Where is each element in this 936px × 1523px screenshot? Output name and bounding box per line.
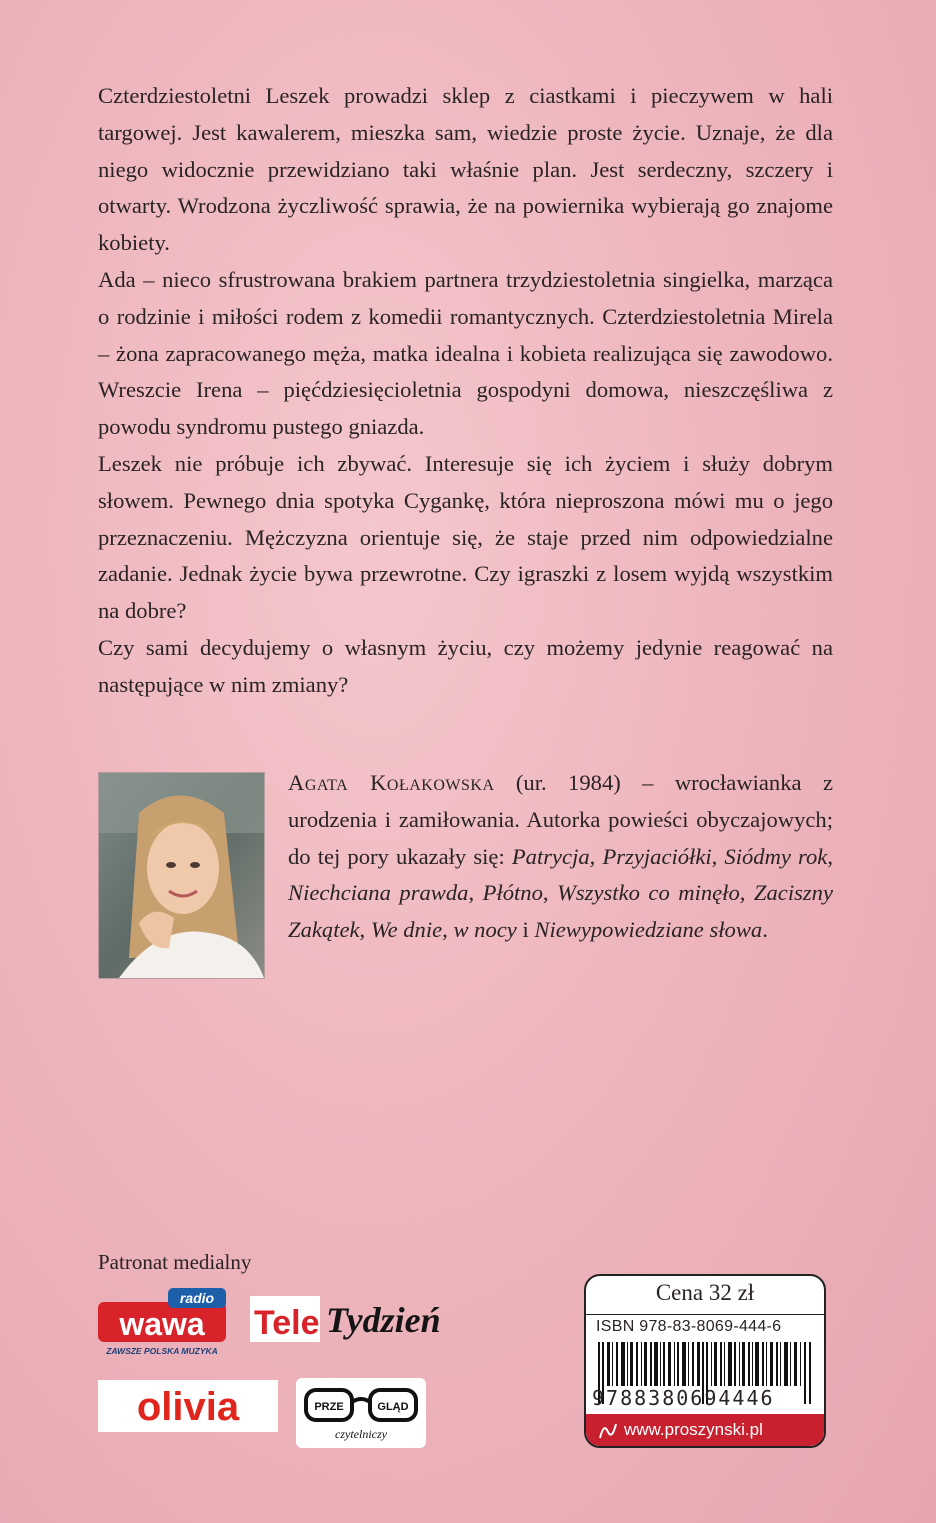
isbn-label: ISBN 978-83-8069-444-6 bbox=[596, 1318, 782, 1335]
price-label: Cena 32 zł bbox=[655, 1280, 755, 1305]
book-title: Wszystko co minęło bbox=[557, 880, 740, 906]
olivia-logo bbox=[98, 1380, 278, 1432]
svg-text:wawa: wawa bbox=[119, 1306, 205, 1342]
przeglad-czytelniczy-logo bbox=[296, 1378, 426, 1448]
svg-text:czytelniczy: czytelniczy bbox=[335, 1427, 387, 1441]
book-title: We dnie, w nocy bbox=[370, 917, 517, 943]
description-paragraph: Leszek nie próbuje ich zbywać. Interesuje się ich życiem i służy dobrym słowem. Pewnego dnia spotyka Cygankę, która nieproszona mówi mu o jego przeznaczeniu. Mężczyzna orientuje się, że staje przed nim odpowiedzialne zadanie. Jednak życie bywa przewrotne. Czy igraszki z losem wyjdą wszystkim na dobre? bbox=[98, 450, 833, 624]
media-patronage-label: Patronat medialny bbox=[98, 1250, 252, 1274]
proszynski-logo-icon bbox=[596, 1418, 620, 1442]
divider bbox=[586, 1314, 824, 1315]
book-title: Zaciszny Zakątek bbox=[288, 880, 833, 943]
svg-text:GLĄD: GLĄD bbox=[377, 1401, 409, 1413]
book-title: Patrycja bbox=[511, 843, 590, 869]
description-paragraph: Czterdziestoletni Leszek prowadzi sklep z ciastkami i pieczywem w hali targowej. Jest kawalerem, mieszka sam, wiedzie proste życie. Uznaje, że dla niego widocznie przewidziano taki właśnie plan. Jest serdeczny, szczery i otwarty. Wrodzona życzliwość sprawia, że na powiernika wybierają go znajome kobiety. bbox=[98, 83, 833, 256]
publisher-url[interactable]: www.proszynski.pl bbox=[624, 1420, 763, 1439]
svg-text:Tele: Tele bbox=[254, 1304, 320, 1342]
svg-text:radio: radio bbox=[179, 1290, 215, 1306]
svg-text:PRZE: PRZE bbox=[314, 1401, 344, 1413]
book-title: Niewypowiedziane słowa bbox=[534, 917, 763, 943]
ean-number: 9788380694446 bbox=[592, 1386, 775, 1410]
description-paragraph: Czy sami decydujemy o własnym życiu, czy możemy jedynie reagować na następujące w nim zmiany? bbox=[98, 634, 833, 697]
price-barcode-box bbox=[584, 1274, 826, 1448]
description-paragraph: Ada – nieco sfrustrowana brakiem partnera trzydziestoletnia singielka, marząca o rodzinie i miłości rodem z komedii romantycznych. Czterdziestoletnia Mirela – żona zapracowanego męża, matka idealna i kobieta realizująca się zawodowo. Wreszcie Irena – pięćdziesięcioletnia gospodyni domowa, nieszczęśliwa z powodu syndromu pustego gniazda. bbox=[98, 266, 833, 440]
book-description bbox=[98, 78, 833, 704]
svg-text:ZAWSZE POLSKA MUZYKA: ZAWSZE POLSKA MUZYKA bbox=[106, 1346, 218, 1356]
book-title: Przyjaciółki bbox=[602, 843, 712, 869]
book-title: Siódmy rok bbox=[724, 843, 828, 869]
book-title: Niechciana prawda bbox=[288, 880, 469, 906]
svg-text:olivia: olivia bbox=[136, 1385, 240, 1429]
tele-tydzien-logo bbox=[248, 1288, 448, 1350]
publisher-url-bar bbox=[586, 1414, 824, 1446]
svg-text:Tydzień: Tydzień bbox=[326, 1300, 441, 1340]
author-photo bbox=[98, 772, 265, 979]
bio-text: (ur. 1984) – wrocławianka z urodzenia i zamiłowania. Autorka powieści obyczajowych; do tej pory ukazały się: bbox=[288, 770, 833, 869]
author-name: Agata Kołakowska bbox=[288, 770, 495, 795]
author-bio: Agata Kołakowska (ur. 1984) – wrocławianka z urodzenia i zamiłowania. Autorka powieści obyczajowych; do tej pory ukazały się: Patrycja, Przyjaciółki, Siódmy rok, Niechciana prawda, Płótno, Wszystko co minęło, Zaciszny Zakątek, We dnie, w nocy i Niewypowiedziane słowa. bbox=[288, 770, 833, 943]
book-title: Płótno bbox=[482, 880, 543, 906]
radio-wawa-logo bbox=[96, 1288, 236, 1360]
